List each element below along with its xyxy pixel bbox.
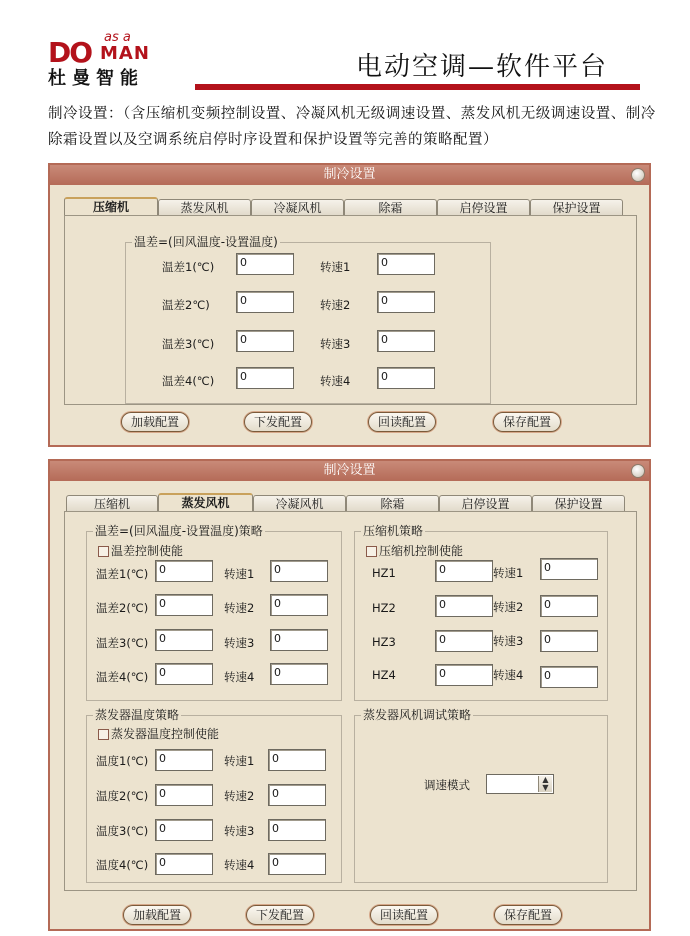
group-title: 温差=(回风温度-设置温度)策略: [95, 524, 263, 538]
temp-diff-3-input[interactable]: 0: [236, 330, 294, 352]
temp-diff-2-input[interactable]: 0: [155, 594, 213, 616]
speed-1-label: 转速1: [493, 566, 524, 580]
header-divider: [195, 84, 640, 90]
speed-3-label: 转速3: [493, 634, 524, 648]
hz-3-label: HZ3: [372, 635, 396, 649]
spinner-arrows-icon[interactable]: ▲ ▼: [538, 776, 552, 792]
speed-3-input[interactable]: 0: [270, 629, 328, 651]
speed-2-label: 转速2: [224, 789, 255, 803]
save-config-button[interactable]: 保存配置: [493, 412, 561, 432]
tab-panel: [64, 215, 637, 405]
hz-4-input[interactable]: 0: [435, 664, 493, 686]
speed-1-label: 转速1: [320, 260, 351, 274]
temp-diff-2-label: 温差2℃): [162, 298, 210, 312]
speed-1-label: 转速1: [224, 567, 255, 581]
hz-2-input[interactable]: 0: [435, 595, 493, 617]
tab-compressor[interactable]: 压缩机: [66, 495, 158, 512]
temp-3-label: 温度3(℃): [96, 824, 149, 838]
temp-2-label: 温度2(℃): [96, 789, 149, 803]
temp-1-input[interactable]: 0: [155, 749, 213, 771]
compressor-enable-label: 压缩机控制使能: [379, 544, 464, 558]
hz-3-input[interactable]: 0: [435, 630, 493, 652]
temp-diff-4-input[interactable]: 0: [236, 367, 294, 389]
speed-2-input[interactable]: 0: [268, 784, 326, 806]
temp-3-input[interactable]: 0: [155, 819, 213, 841]
tab-protection[interactable]: 保护设置: [530, 199, 623, 216]
temp-diff-4-label: 温差4(℃): [96, 670, 149, 684]
tab-protection[interactable]: 保护设置: [532, 495, 625, 512]
speed-mode-dropdown[interactable]: [486, 774, 554, 794]
temp-2-input[interactable]: 0: [155, 784, 213, 806]
temp-4-input[interactable]: 0: [155, 853, 213, 875]
tab-start-stop[interactable]: 启停设置: [439, 495, 532, 512]
speed-1-input[interactable]: 0: [268, 749, 326, 771]
speed-3-label: 转速3: [320, 337, 351, 351]
temp-diff-3-label: 温差3(℃): [162, 337, 215, 351]
close-icon[interactable]: [631, 464, 645, 478]
group-title: 蒸发器温度策略: [95, 708, 180, 722]
intro-paragraph: 制冷设置：（含压缩机变频控制设置、冷凝风机无级调速设置、蒸发风机无级调速设置、制冷除霜设置以及空调系统启停时序设置和保护设置等完善的策略配置）: [48, 106, 656, 148]
speed-4-input[interactable]: 0: [268, 853, 326, 875]
settings-window-compressor: [48, 163, 651, 447]
temp-diff-1-label: 温差1(℃): [162, 260, 215, 274]
tab-defrost[interactable]: 除霜: [346, 495, 439, 512]
load-config-button[interactable]: 加载配置: [121, 412, 189, 432]
speed-2-input[interactable]: 0: [270, 594, 328, 616]
speed-1-label: 转速1: [224, 754, 255, 768]
speed-3-input[interactable]: 0: [377, 330, 435, 352]
temp-diff-enable-label: 温差控制使能: [111, 544, 184, 558]
readback-config-button[interactable]: 回读配置: [370, 905, 438, 925]
tab-condenser-fan[interactable]: 冷凝风机: [253, 495, 346, 512]
hz-4-label: HZ4: [372, 668, 396, 682]
speed-4-label: 转速4: [224, 858, 255, 872]
speed-1-input[interactable]: 0: [270, 560, 328, 582]
send-config-button[interactable]: 下发配置: [246, 905, 314, 925]
close-icon[interactable]: [631, 168, 645, 182]
compressor-enable-checkbox[interactable]: [366, 546, 377, 557]
hz-2-label: HZ2: [372, 601, 396, 615]
save-config-button[interactable]: 保存配置: [494, 905, 562, 925]
temp-diff-1-label: 温差1(℃): [96, 567, 149, 581]
speed-4-label: 转速4: [493, 668, 524, 682]
speed-4-input[interactable]: 0: [270, 663, 328, 685]
evaporator-temp-enable-checkbox[interactable]: [98, 729, 109, 740]
speed-4-input[interactable]: 0: [377, 367, 435, 389]
speed-3-input[interactable]: 0: [540, 630, 598, 652]
speed-3-input[interactable]: 0: [268, 819, 326, 841]
tab-defrost[interactable]: 除霜: [344, 199, 437, 216]
page-title: 电动空调—软件平台: [356, 52, 609, 82]
group-title: 蒸发器风机调试策略: [363, 708, 472, 722]
logo-chinese-name: 杜曼智能: [48, 68, 144, 89]
speed-3-label: 转速3: [224, 636, 255, 650]
temp-diff-4-label: 温差4(℃): [162, 374, 215, 388]
settings-window-evaporator-fan: [48, 459, 651, 931]
temp-diff-2-input[interactable]: 0: [236, 291, 294, 313]
speed-1-input[interactable]: 0: [540, 558, 598, 580]
speed-2-label: 转速2: [493, 600, 524, 614]
logo-man-text: MAN: [100, 43, 150, 64]
temp-diff-2-label: 温差2(℃): [96, 601, 149, 615]
readback-config-button[interactable]: 回读配置: [368, 412, 436, 432]
temp-diff-1-input[interactable]: 0: [236, 253, 294, 275]
window-titlebar: [50, 461, 649, 481]
tab-compressor[interactable]: 压缩机: [64, 197, 158, 216]
temp-diff-3-input[interactable]: 0: [155, 629, 213, 651]
group-title: 压缩机策略: [363, 524, 424, 538]
speed-4-label: 转速4: [224, 670, 255, 684]
temp-4-label: 温度4(℃): [96, 858, 149, 872]
load-config-button[interactable]: 加载配置: [123, 905, 191, 925]
speed-2-input[interactable]: 0: [540, 595, 598, 617]
window-titlebar: [50, 165, 649, 185]
window-title: 制冷设置: [323, 463, 376, 478]
evaporator-fan-debug-group: [354, 708, 608, 883]
tab-condenser-fan[interactable]: 冷凝风机: [251, 199, 344, 216]
tab-evaporator-fan[interactable]: 蒸发风机: [158, 493, 253, 512]
tab-start-stop[interactable]: 启停设置: [437, 199, 530, 216]
evaporator-temp-enable-label: 蒸发器温度控制使能: [111, 727, 220, 741]
speed-2-label: 转速2: [320, 298, 351, 312]
window-title: 制冷设置: [323, 167, 376, 182]
speed-4-label: 转速4: [320, 374, 351, 388]
speed-mode-label: 调速模式: [424, 778, 470, 792]
temp-1-label: 温度1(℃): [96, 754, 149, 768]
hz-1-input[interactable]: 0: [435, 560, 493, 582]
speed-2-input[interactable]: 0: [377, 291, 435, 313]
hz-1-label: HZ1: [372, 566, 396, 580]
speed-mode-value: [487, 780, 490, 793]
tab-evaporator-fan[interactable]: 蒸发风机: [158, 199, 251, 216]
speed-4-input[interactable]: 0: [540, 666, 598, 688]
temp-diff-4-input[interactable]: 0: [155, 663, 213, 685]
speed-1-input[interactable]: 0: [377, 253, 435, 275]
temp-diff-3-label: 温差3(℃): [96, 636, 149, 650]
temp-diff-enable-checkbox[interactable]: [98, 546, 109, 557]
logo-asa-text: as a: [104, 30, 131, 45]
send-config-button[interactable]: 下发配置: [244, 412, 312, 432]
speed-2-label: 转速2: [224, 601, 255, 615]
logo-do-text: DO: [48, 36, 92, 69]
temp-diff-1-input[interactable]: 0: [155, 560, 213, 582]
group-title: 温差=(回风温度-设置温度): [134, 235, 278, 249]
speed-3-label: 转速3: [224, 824, 255, 838]
